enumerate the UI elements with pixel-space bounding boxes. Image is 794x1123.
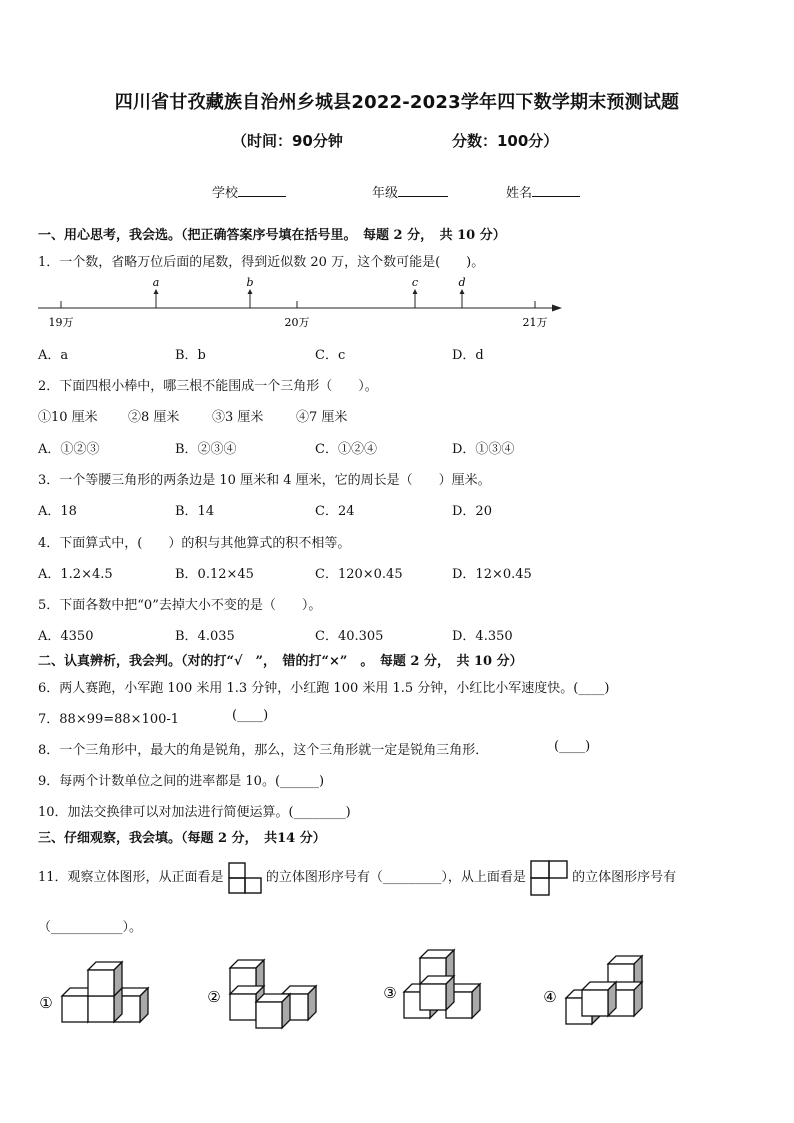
q11-part2: 的立体图形序号有（_________），从上面看是 — [265, 870, 526, 885]
front-view-shape-icon — [228, 862, 262, 894]
q4-option-c[interactable]: C．120×0.45 — [315, 567, 403, 582]
cube-figure-3 — [404, 950, 480, 1018]
q4-option-d[interactable]: D．12×0.45 — [452, 567, 532, 582]
q1-option-a[interactable]: A．a — [38, 348, 69, 363]
tick-label-20: 20万 — [284, 316, 310, 329]
figure-label-1: ① — [39, 994, 53, 1012]
point-c — [413, 289, 418, 308]
q7-blank[interactable]: (____) — [232, 708, 269, 723]
figure-label-3: ③ — [383, 984, 397, 1002]
q2-option-d[interactable]: D．①③④ — [452, 442, 515, 457]
tick-label-21: 21万 — [522, 316, 548, 329]
section-1-heading: 一、用心思考，我会选。（把正确答案序号填在括号里。 每题 2 分， 共 10 分） — [38, 228, 506, 243]
grade-field[interactable] — [372, 182, 448, 201]
question-4: 4．下面算式中，( ）的积与其他算式的积不相等。 — [38, 536, 351, 551]
score-label: 分数：100分） — [452, 132, 559, 150]
q5-option-d[interactable]: D．4.350 — [452, 629, 513, 644]
q5-option-b[interactable]: B．4.035 — [175, 629, 235, 644]
q1-option-b[interactable]: B．b — [175, 348, 206, 363]
stick-1: ①10 厘米 — [38, 410, 98, 425]
tick-label-19: 19万 — [48, 316, 74, 329]
name-label: 姓名 — [506, 186, 533, 201]
question-2: 2．下面四根小棒中，哪三根不能围成一个三角形（ ）。 — [38, 379, 378, 394]
q4-option-a[interactable]: A．1.2×4.5 — [38, 567, 113, 582]
stick-3: ③3 厘米 — [212, 410, 264, 425]
q1-option-c[interactable]: C．c — [315, 348, 346, 363]
question-11 — [38, 858, 676, 898]
q1-option-d[interactable]: D．d — [452, 348, 484, 363]
q11-part1: 11．观察立体图形，从正面看是 — [38, 870, 224, 885]
grade-blank[interactable] — [398, 183, 448, 197]
point-b — [248, 289, 253, 308]
point-a — [154, 289, 159, 308]
point-label-d: d — [458, 276, 466, 289]
q5-option-a[interactable]: A．4350 — [38, 629, 94, 644]
section-2-heading: 二、认真辨析，我会判。（对的打“√ ”， 错的打“×” 。 每题 2 分， 共 10 分） — [38, 654, 523, 669]
name-field[interactable] — [506, 182, 580, 201]
question-10: 10．加法交换律可以对加法进行简便运算。(________) — [38, 805, 351, 820]
q3-option-b[interactable]: B．14 — [175, 504, 215, 519]
q11-part3: 的立体图形序号有 — [572, 870, 677, 885]
top-view-shape-icon — [530, 860, 568, 896]
cube-figure-1 — [62, 962, 148, 1022]
cube-figures — [0, 948, 794, 1048]
school-blank[interactable] — [238, 183, 286, 197]
number-line — [30, 270, 570, 332]
question-7: 7．88×99=88×100-1 — [38, 712, 180, 727]
point-label-c: c — [411, 276, 419, 289]
q2-option-a[interactable]: A．①②③ — [38, 442, 100, 457]
point-d — [460, 289, 465, 308]
cube-figure-4 — [566, 956, 642, 1024]
arrow-right-icon — [552, 305, 562, 312]
question-6: 6．两人赛跑，小军跑 100 米用 1.3 分钟，小红跑 100 米用 1.5 分钟，小红比小军速度快。(____) — [38, 681, 610, 696]
school-field[interactable] — [212, 182, 286, 201]
q3-option-c[interactable]: C．24 — [315, 504, 355, 519]
question-3: 3．一个等腰三角形的两条边是 10 厘米和 4 厘米，它的周长是（ ）厘米。 — [38, 473, 491, 488]
stick-2: ②8 厘米 — [128, 410, 180, 425]
q4-option-b[interactable]: B．0.12×45 — [175, 567, 254, 582]
point-label-b: b — [246, 276, 254, 289]
q8-blank[interactable]: (____) — [554, 739, 591, 754]
q2-option-b[interactable]: B．②③④ — [175, 442, 237, 457]
point-label-a: a — [152, 276, 160, 289]
q2-option-c[interactable]: C．①②④ — [315, 442, 377, 457]
school-label: 学校 — [212, 186, 239, 201]
q11-answer-blank[interactable]: （___________）。 — [38, 920, 143, 935]
question-8: 8．一个三角形中，最大的角是锐角，那么，这个三角形就一定是锐角三角形． — [38, 743, 489, 758]
section-3-heading: 三、仔细观察，我会填。（每题 2 分， 共14 分） — [38, 831, 326, 846]
q3-option-a[interactable]: A．18 — [38, 504, 77, 519]
figure-label-4: ④ — [543, 988, 557, 1006]
q5-option-c[interactable]: C．40.305 — [315, 629, 384, 644]
q3-option-d[interactable]: D．20 — [452, 504, 492, 519]
question-5: 5．下面各数中把“0”去掉大小不变的是（ ）。 — [38, 598, 322, 613]
grade-label: 年级 — [372, 186, 399, 201]
stick-4: ④7 厘米 — [296, 410, 348, 425]
question-9: 9．每两个计数单位之间的进率都是 10。(______) — [38, 774, 325, 789]
cube-figure-2 — [230, 960, 316, 1028]
figure-label-2: ② — [207, 988, 221, 1006]
question-1: 1．一个数，省略万位后面的尾数，得到近似数 20 万，这个数可能是( )。 — [38, 255, 485, 270]
time-label: （时间：90分钟 — [232, 132, 343, 150]
page-title: 四川省甘孜藏族自治州乡城县2022-2023学年四下数学期末预测试题 — [114, 92, 680, 113]
name-blank[interactable] — [532, 183, 580, 197]
